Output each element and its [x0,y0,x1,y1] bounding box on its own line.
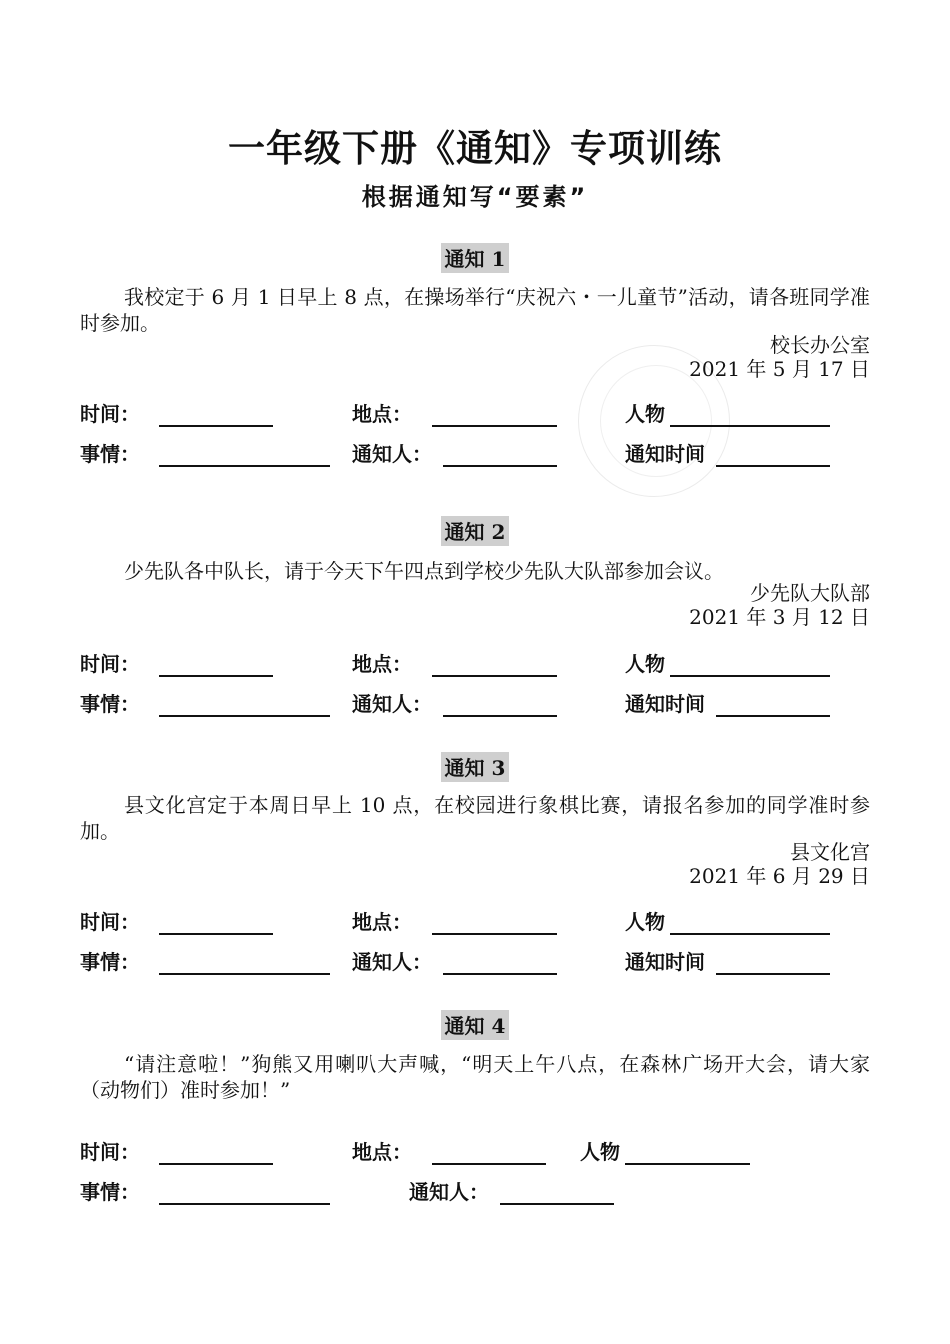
notice-1-body: 我校定于 6 月 1 日早上 8 点，在操场举行“庆祝六・一儿童节”活动，请各班同学准时参加。 [80,285,870,335]
notice-3-date: 2021 年 6 月 29 日 [689,864,870,888]
notifier-label: 通知人： [352,692,432,716]
matter-blank[interactable] [159,715,330,717]
time-label: 时间： [80,652,140,676]
matter-label: 事情： [80,1180,140,1204]
notice-label: 通知 1 [441,243,510,273]
notice-2-signer: 少先队大队部 [750,581,870,605]
notice-1-signer: 校长办公室 [770,333,870,357]
notice-2-body: 少先队各中队长，请于今天下午四点到学校少先队大队部参加会议。 [124,559,724,583]
notice-label: 通知 2 [441,516,510,546]
place-blank[interactable] [432,425,557,427]
notice-4-header [0,1010,950,1040]
matter-blank[interactable] [159,973,330,975]
notifier-label: 通知人： [409,1180,489,1204]
person-blank[interactable] [670,425,830,427]
person-label: 人物 [625,402,665,426]
time-blank[interactable] [159,1163,273,1165]
person-blank[interactable] [670,933,830,935]
notice-4-body: “请注意啦！”狗熊又用喇叭大声喊，“明天上午八点，在森林广场开大会，请大家（动物们）准时参加！” [80,1052,870,1102]
time-label: 时间： [80,910,140,934]
matter-label: 事情： [80,950,140,974]
person-label: 人物 [580,1140,620,1164]
time-blank[interactable] [159,425,273,427]
place-label: 地点： [352,652,412,676]
person-label: 人物 [625,910,665,934]
person-label: 人物 [625,652,665,676]
notice-1-date: 2021 年 5 月 17 日 [689,357,870,381]
notice-1-header [0,243,950,273]
notice-3-body: 县文化宫定于本周日早上 10 点，在校园进行象棋比赛，请报名参加的同学准时参加。 [80,793,870,843]
notice-label: 通知 3 [441,752,510,782]
notice-2-header [0,516,950,546]
notice-time-label: 通知时间 [625,692,705,716]
place-blank[interactable] [432,933,557,935]
notice-3-header [0,752,950,782]
place-blank[interactable] [432,675,557,677]
notifier-blank[interactable] [443,715,557,717]
person-blank[interactable] [625,1163,750,1165]
time-blank[interactable] [159,933,273,935]
notifier-blank[interactable] [500,1203,614,1205]
place-label: 地点： [352,1140,412,1164]
place-blank[interactable] [432,1163,546,1165]
notice-time-blank[interactable] [716,715,830,717]
notice-label: 通知 4 [441,1010,510,1040]
notifier-label: 通知人： [352,442,432,466]
time-label: 时间： [80,402,140,426]
place-label: 地点： [352,910,412,934]
notice-time-label: 通知时间 [625,950,705,974]
notice-time-label: 通知时间 [625,442,705,466]
time-label: 时间： [80,1140,140,1164]
notifier-blank[interactable] [443,973,557,975]
notice-2-date: 2021 年 3 月 12 日 [689,605,870,629]
notifier-blank[interactable] [443,465,557,467]
matter-label: 事情： [80,692,140,716]
page-title: 一年级下册《通知》专项训练 [228,127,722,170]
place-label: 地点： [352,402,412,426]
person-blank[interactable] [670,675,830,677]
notifier-label: 通知人： [352,950,432,974]
page-subtitle: 根据通知写“要素” [361,183,589,211]
notice-time-blank[interactable] [716,465,830,467]
time-blank[interactable] [159,675,273,677]
matter-blank[interactable] [159,1203,330,1205]
matter-label: 事情： [80,442,140,466]
notice-3-signer: 县文化宫 [790,840,870,864]
matter-blank[interactable] [159,465,330,467]
notice-time-blank[interactable] [716,973,830,975]
